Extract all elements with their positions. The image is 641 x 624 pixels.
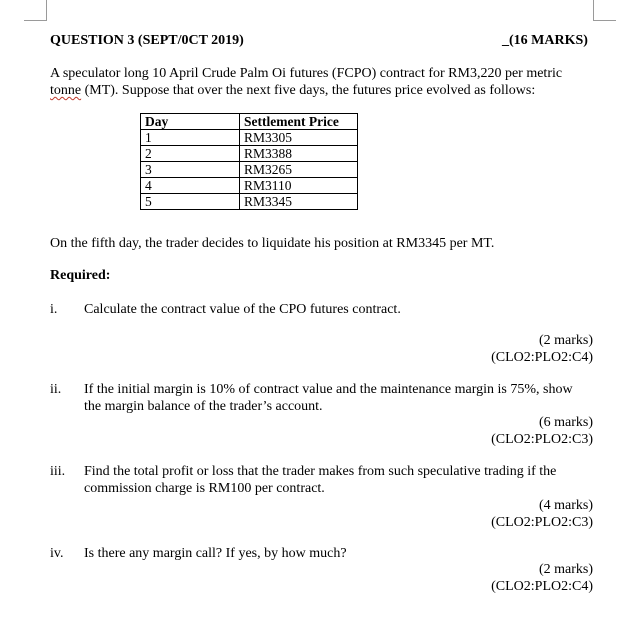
table-cell-price: RM3265 bbox=[240, 162, 358, 178]
table-cell-price: RM3388 bbox=[240, 146, 358, 162]
table-row bbox=[141, 146, 358, 162]
question-number: i. bbox=[50, 302, 58, 317]
question-number: iv. bbox=[50, 546, 64, 561]
fifth-day-text: On the fifth day, the trader decides to liquidate his position at RM3345 per MT. bbox=[50, 236, 495, 251]
table-header-row bbox=[141, 114, 358, 130]
table-cell-price: RM3305 bbox=[240, 130, 358, 146]
table-cell-price: RM3110 bbox=[240, 178, 358, 194]
intro-line-2-rest: (MT). Suppose that over the next five days, the futures price evolved as follows: bbox=[81, 83, 536, 98]
crop-mark-right bbox=[593, 0, 616, 21]
table-cell-day: 2 bbox=[141, 146, 240, 162]
question-text: Is there any margin call? If yes, by how much? bbox=[84, 546, 347, 561]
table-row bbox=[141, 130, 358, 146]
question-marks: (2 marks) bbox=[538, 333, 593, 348]
marks-underscore: _ bbox=[502, 33, 509, 48]
table-header-day: Day bbox=[141, 114, 240, 130]
question-clo: (CLO2:PLO2:C3) bbox=[491, 432, 593, 447]
question-title: QUESTION 3 (SEPT/0CT 2019) bbox=[50, 33, 244, 48]
question-text: Find the total profit or loss that the trader makes from such speculative trading if the bbox=[84, 464, 557, 479]
intro-line-1: A speculator long 10 April Crude Palm Oi futures (FCPO) contract for RM3,220 per metric bbox=[50, 66, 563, 81]
question-text-continued: the margin balance of the trader’s account. bbox=[84, 399, 323, 414]
table-cell-day: 5 bbox=[141, 194, 240, 210]
question-marks: (2 marks) bbox=[538, 562, 593, 577]
table-cell-day: 1 bbox=[141, 130, 240, 146]
question-clo: (CLO2:PLO2:C4) bbox=[491, 350, 593, 365]
question-text: If the initial margin is 10% of contract value and the maintenance margin is 75%, show bbox=[84, 382, 573, 397]
question-marks: (4 marks) bbox=[538, 498, 593, 513]
table-row bbox=[141, 194, 358, 210]
question-text-continued: commission charge is RM100 per contract. bbox=[84, 481, 325, 496]
question-number: iii. bbox=[50, 464, 66, 479]
question-text: Calculate the contract value of the CPO futures contract. bbox=[84, 302, 401, 317]
settlement-price-table bbox=[140, 113, 358, 210]
table-row bbox=[141, 162, 358, 178]
table-cell-price: RM3345 bbox=[240, 194, 358, 210]
crop-mark-left bbox=[24, 0, 47, 21]
spellcheck-word: tonne bbox=[50, 83, 82, 98]
required-label: Required: bbox=[50, 268, 111, 283]
table-cell-day: 3 bbox=[141, 162, 240, 178]
table-header-price: Settlement Price bbox=[240, 114, 358, 130]
question-clo: (CLO2:PLO2:C4) bbox=[491, 579, 593, 594]
intro-line-2 bbox=[50, 82, 535, 99]
total-marks bbox=[502, 32, 588, 49]
total-marks-text: (16 MARKS) bbox=[509, 33, 588, 48]
question-number: ii. bbox=[50, 382, 62, 397]
table-row bbox=[141, 178, 358, 194]
table-cell-day: 4 bbox=[141, 178, 240, 194]
question-clo: (CLO2:PLO2:C3) bbox=[491, 515, 593, 530]
question-marks: (6 marks) bbox=[538, 415, 593, 430]
